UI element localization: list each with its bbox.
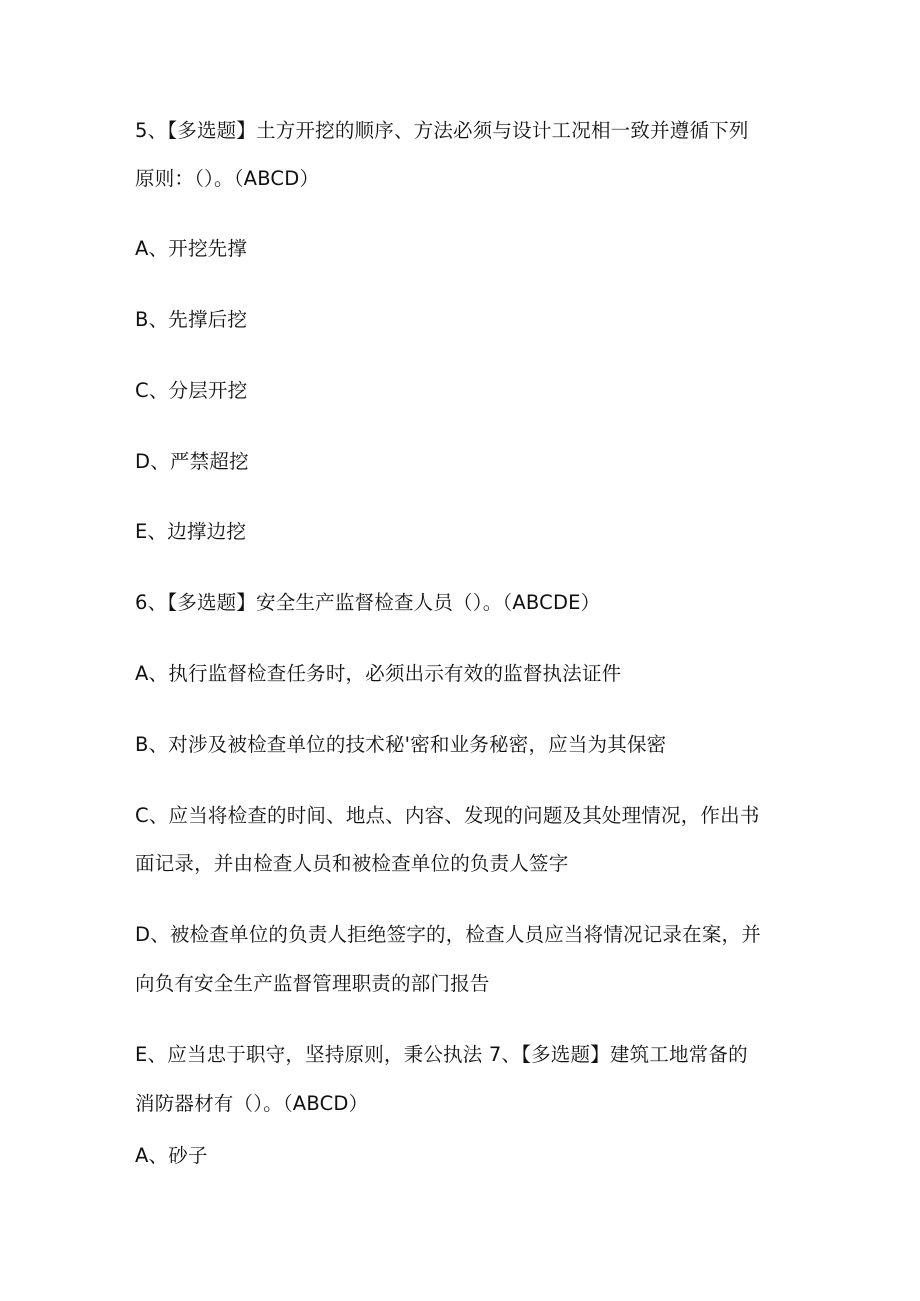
question-6-stem: 6、【多选题】安全生产监督检查人员（）。（ABCDE）	[135, 591, 601, 614]
question-5-stem-line-1: 5、【多选题】土方开挖的顺序、方法必须与设计工况相一致并遵循下列	[135, 119, 749, 142]
question-6-option-e-and-question-7-stem: E、应当忠于职守，坚持原则，秉公执法 7、【多选题】建筑工地常备的	[135, 1043, 748, 1066]
question-6-option-d-line-1: D、被检查单位的负责人拒绝签字的，检查人员应当将情况记录在案，并	[135, 923, 761, 946]
question-6-option-c-line-2: 面记录，并由检查人员和被检查单位的负责人签字	[135, 852, 569, 875]
question-7-option-a: A、砂子	[135, 1144, 208, 1167]
question-6-option-a: A、执行监督检查任务时，必须出示有效的监督执法证件	[135, 662, 622, 685]
question-5-option-a: A、开挖先撑	[135, 237, 248, 260]
question-5-option-b: B、先撑后挖	[135, 308, 248, 331]
question-5-stem-line-2: 原则：（）。（ABCD）	[135, 167, 320, 190]
question-6-option-c-line-1: C、应当将检查的时间、地点、内容、发现的问题及其处理情况，作出书	[135, 804, 760, 827]
question-5-option-c: C、分层开挖	[135, 379, 248, 402]
question-7-stem-line-2: 消防器材有（）。（ABCD）	[135, 1092, 369, 1115]
question-5-option-e: E、边撑边挖	[135, 520, 247, 543]
question-6-option-d-line-2: 向负有安全生产监督管理职责的部门报告	[135, 972, 490, 995]
question-5-option-d: D、严禁超挖	[135, 450, 249, 473]
question-6-option-b: B、对涉及被检查单位的技术秘'密和业务秘密，应当为其保密	[135, 733, 667, 756]
